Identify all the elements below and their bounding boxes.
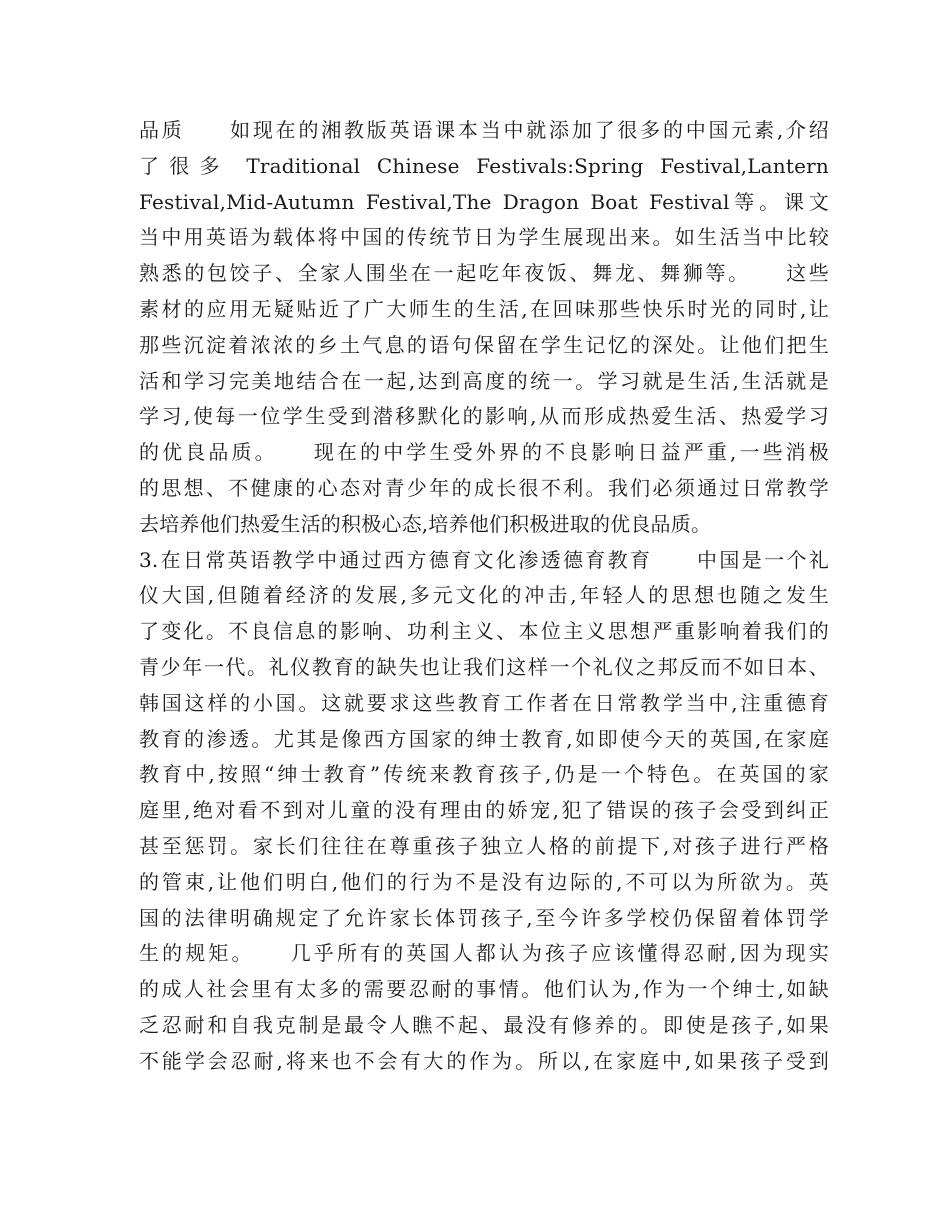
text-line: 去培养他们热爱生活的积极心态,培养他们积极进取的优良品质。 bbox=[139, 511, 712, 536]
text-line: 教育的渗透。尤其是像西方国家的绅士教育,如即使今天的英国,在家庭 bbox=[139, 726, 829, 751]
text-line: Festival,Mid-Autumn Festival,The Dragon Boat Festival等。课文 bbox=[139, 189, 829, 214]
text-line: 的优良品质。 现在的中学生受外界的不良影响日益严重,一些消极 bbox=[139, 440, 829, 465]
text-line: 乏忍耐和自我克制是最令人瞧不起、最没有修养的。即使是孩子,如果 bbox=[139, 1012, 829, 1037]
text-line: 的思想、不健康的心态对青少年的成长很不利。我们必须通过日常教学 bbox=[139, 475, 829, 500]
text-line: 的成人社会里有太多的需要忍耐的事情。他们认为,作为一个绅士,如缺 bbox=[139, 977, 829, 1002]
text-line: 不能学会忍耐,将来也不会有大的作为。所以,在家庭中,如果孩子受到 bbox=[139, 1048, 829, 1073]
text-line: 了很多 Traditional Chinese Festivals:Spring Festival,Lantern bbox=[139, 153, 829, 178]
text-line: 当中用英语为载体将中国的传统节日为学生展现出来。如生活当中比较 bbox=[139, 225, 829, 250]
text-line: 的管束,让他们明白,他们的行为不是没有边际的,不可以为所欲为。英 bbox=[139, 869, 829, 894]
text-line: 素材的应用无疑贴近了广大师生的生活,在回味那些快乐时光的同时,让 bbox=[139, 296, 829, 321]
text-line: 熟悉的包饺子、全家人围坐在一起吃年夜饭、舞龙、舞狮等。 这些 bbox=[139, 261, 829, 286]
text-line: 那些沉淀着浓浓的乡土气息的语句保留在学生记忆的深处。让他们把生 bbox=[139, 332, 829, 357]
text-line: 青少年一代。礼仪教育的缺失也让我们这样一个礼仪之邦反而不如日本、 bbox=[139, 654, 829, 679]
text-line: 教育中,按照“绅士教育”传统来教育孩子,仍是一个特色。在英国的家 bbox=[139, 762, 829, 787]
text-line: 品质 如现在的湘教版英语课本当中就添加了很多的中国元素,介绍 bbox=[139, 118, 829, 142]
text-line: 了变化。不良信息的影响、功利主义、本位主义思想严重影响着我们的 bbox=[139, 619, 829, 644]
text-line: 活和学习完美地结合在一起,达到高度的统一。学习就是生活,生活就是 bbox=[139, 368, 829, 393]
text-line: 国的法律明确规定了允许家长体罚孩子,至今许多学校仍保留着体罚学 bbox=[139, 905, 829, 930]
text-line: 仪大国,但随着经济的发展,多元文化的冲击,年轻人的思想也随之发生 bbox=[139, 583, 829, 608]
text-line: 韩国这样的小国。这就要求这些教育工作者在日常教学当中,注重德育 bbox=[139, 690, 829, 715]
body-text bbox=[139, 113, 829, 1080]
text-line: 生的规矩。 几乎所有的英国人都认为孩子应该懂得忍耐,因为现实 bbox=[139, 941, 829, 966]
text-line: 庭里,绝对看不到对儿童的没有理由的娇宠,犯了错误的孩子会受到纠正 bbox=[139, 798, 829, 823]
text-line: 学习,使每一位学生受到潜移默化的影响,从而形成热爱生活、热爱学习 bbox=[139, 404, 829, 429]
text-line: 甚至惩罚。家长们往往在尊重孩子独立人格的前提下,对孩子进行严格 bbox=[139, 833, 829, 858]
section-heading-line: 3.在日常英语教学中通过西方德育文化渗透德育教育 中国是一个礼 bbox=[139, 547, 829, 572]
